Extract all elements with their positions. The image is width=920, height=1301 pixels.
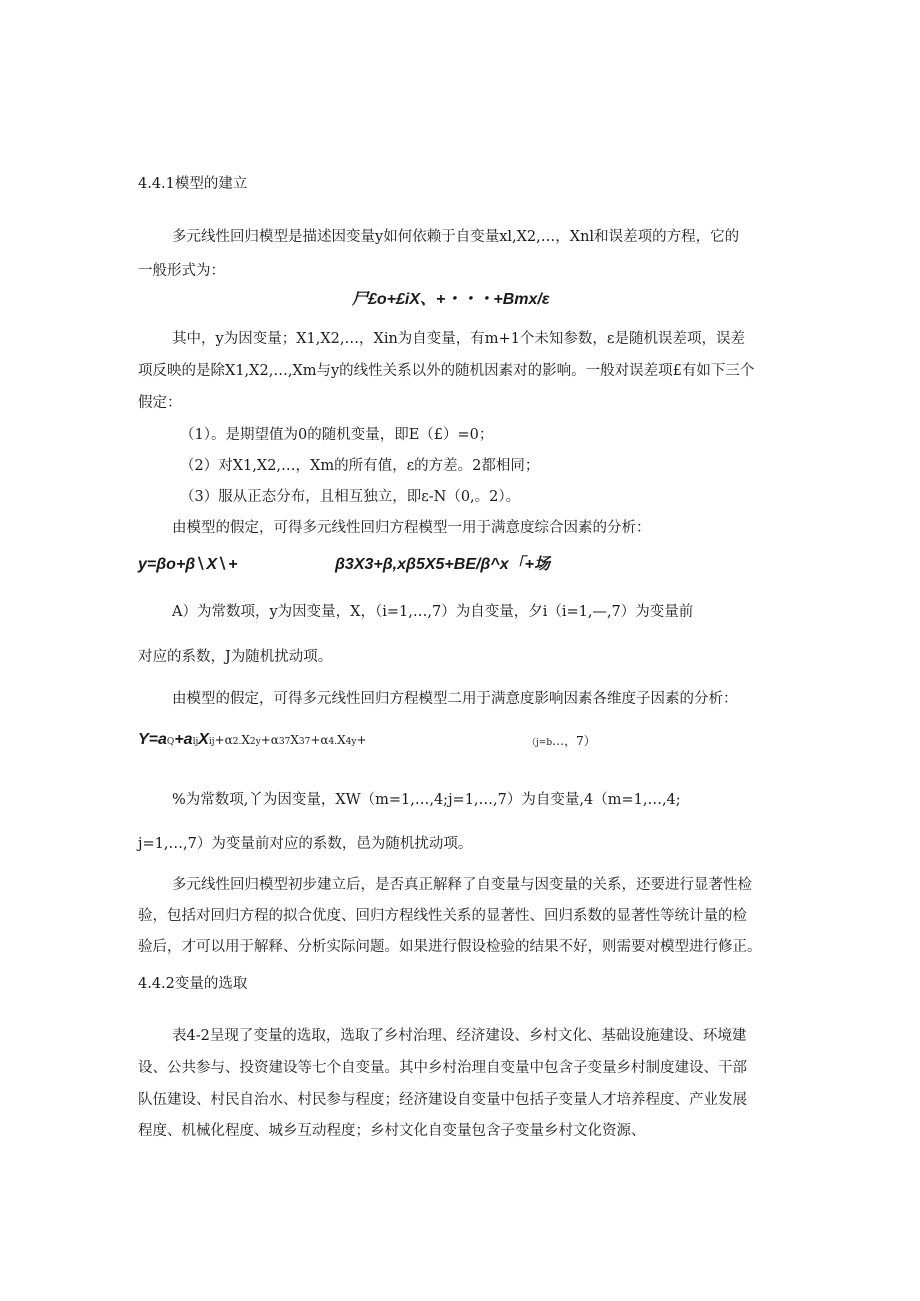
paragraph-line: 多元线性回归模型是描述因变量y如何依赖于自变量xl,X2,…，Xnl和误差项的方程，它的 — [172, 229, 740, 245]
paragraph-line: 由模型的假定，可得多元线性回归方程模型一用于满意度综合因素的分析： — [172, 520, 651, 536]
paragraph-line: 多元线性回归模型初步建立后，是否真正解释了自变量与因变量的关系，还要进行显著性检 — [172, 877, 752, 893]
paragraph-line: A）为常数项，y为因变量，X，（i=1,…,7）为自变量，夕i（i=1,—,7）为变量前 — [172, 604, 694, 620]
paragraph-line: 设、公共参与、投资建设等七个自变量。其中乡村治理自变量中包含子变量乡村制度建设、干部 — [138, 1060, 747, 1076]
equation-model-two: Y=aQ+aljXij+α2.X2y+α37X37+α4.X4y+ — [138, 731, 367, 748]
paragraph-line: 队伍建设、村民自治水、村民参与程度；经济建设自变量中包括子变量人才培养程度、产业发展 — [138, 1092, 747, 1108]
paragraph-line: j=1,…,7）为变量前对应的系数，邑为随机扰动项。 — [138, 836, 473, 852]
paragraph-line: %为常数项,丫为因变量，XW（m=1,…,4;j=1,…,7）为自变量,4（m=1,…,4; — [172, 792, 681, 808]
paragraph-line: 项反映的是除X1,X2,…,Xm与y的线性关系以外的随机因素对的影响。一般对误差项£有如下三个 — [138, 363, 755, 379]
section-heading-4-4-1: 4.4.1模型的建立 — [138, 176, 248, 192]
equation-model-two-index: （j=b…，7） — [527, 734, 596, 748]
paragraph-line: 程度、机械化程度、城乡互动程度；乡村文化自变量包含子变量乡村文化资源、 — [138, 1123, 646, 1139]
paragraph-line: 表4-2呈现了变量的选取，选取了乡村治理、经济建设、乡村文化、基础设施建设、环境建 — [172, 1028, 747, 1044]
equation-model-one-left: y=βo+β∖X∖+ — [138, 556, 238, 573]
equation-model-one-right: β3X3+β,xβ5X5+BE/β^x「+场 — [335, 556, 550, 573]
assumption-item: （1）。是期望值为0的随机变量，即E（£）=0； — [180, 427, 494, 443]
paragraph-line: 其中，y为因变量；X1,X2,…，Xin为自变量，有m+1个未知参数，ε是随机误差项，误差 — [172, 331, 745, 347]
paragraph-line: 一般形式为： — [138, 263, 225, 279]
assumption-item: （3）服从正态分布，且相互独立，即ε-N（0,。2）。 — [180, 489, 521, 505]
section-heading-4-4-2: 4.4.2变量的选取 — [138, 976, 248, 992]
paragraph-line: 假定： — [138, 395, 182, 411]
paragraph-line: 验后，才可以用于解释、分析实际问题。如果进行假设检验的结果不好，则需要对模型进行修正。 — [138, 939, 762, 955]
equation-general-form: 尸£o+£iX、+・・・+Bmx/ε — [352, 291, 550, 308]
assumption-item: （2）对X1,X2,…，Xm的所有值，ε的方差。2都相同； — [180, 458, 540, 474]
paragraph-line: 验，包括对回归方程的拟合优度、回归方程线性关系的显著性、回归系数的显著性等统计量的检 — [138, 908, 747, 924]
paragraph-line: 由模型的假定，可得多元线性回归方程模型二用于满意度影响因素各维度子因素的分析： — [172, 691, 738, 707]
paragraph-line: 对应的系数，J为随机扰动项。 — [138, 649, 333, 665]
